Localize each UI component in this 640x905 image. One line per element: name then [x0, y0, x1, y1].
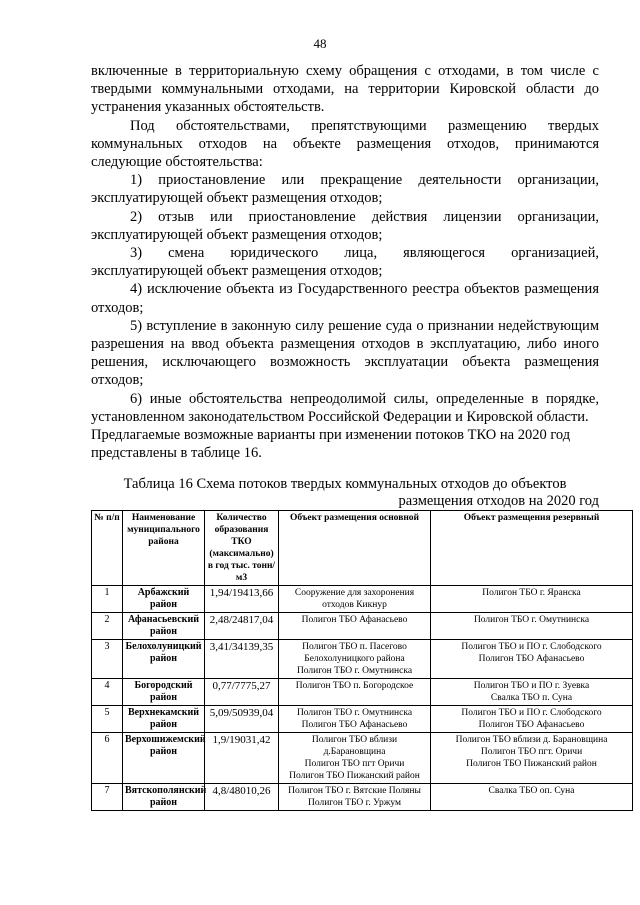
cell-reserve-site: [431, 640, 633, 679]
list-item: 2) отзыв или приостановление действия лицензии организации, эксплуатирующей объект размещения отходов;: [91, 208, 599, 243]
cell-district: Верхнекамский район: [123, 706, 205, 733]
header-amount: Количество образования ТКО (максимально) в год тыс. тонн/м3: [205, 511, 279, 586]
cell-amount: 4,8/48010,26: [205, 784, 279, 811]
cell-num: 6: [92, 733, 123, 784]
cell-num: 2: [92, 613, 123, 640]
site-line: Сооружение для захоронения отходов Кикнур: [294, 588, 415, 610]
list-item: 4) исключение объекта из Государственного реестра объектов размещения отходов;: [91, 281, 599, 316]
list-item: 1) приостановление или прекращение деятельности организации, эксплуатирующей объект размещения отходов;: [91, 172, 599, 207]
cell-num: 1: [92, 586, 123, 613]
cell-amount: 1,94/19413,66: [205, 586, 279, 613]
cell-main-site: [279, 613, 431, 640]
cell-district: Белохолуницкий район: [123, 640, 205, 679]
cell-reserve-site: [431, 613, 633, 640]
table-row: [92, 679, 633, 706]
site-line: Полигон ТБО Пижанский район: [289, 771, 420, 781]
cell-district: Вятскополянский район: [123, 784, 205, 811]
site-line: Полигон ТБО г. Вятские Поляны Полигон ТБО г. Уржум: [288, 786, 421, 808]
waste-flow-table: [91, 510, 633, 811]
table-row: [92, 586, 633, 613]
site-line: Полигон ТБО г. Омутнинска: [296, 666, 413, 676]
site-line: Полигон ТБО г. Омутнинска: [296, 708, 413, 718]
site-line: Полигон ТБО и ПО г. Слободского: [461, 708, 602, 718]
table-row: [92, 784, 633, 811]
cell-main-site: [279, 706, 431, 733]
cell-num: 3: [92, 640, 123, 679]
cell-amount: 1,9/19031,42: [205, 733, 279, 784]
cell-amount: 5,09/50939,04: [205, 706, 279, 733]
table-body: [92, 586, 633, 811]
cell-district: Афанасьевский район: [123, 613, 205, 640]
paragraph: Под обстоятельствами, препятствующими размещению твердых коммунальных отходов на объекте размещения отходов, принимаются следующие обстоятельства:: [91, 117, 599, 171]
cell-reserve-site: [431, 784, 633, 811]
caption-line: размещения отходов на 2020 год: [398, 492, 599, 509]
table-row: [92, 733, 633, 784]
cell-district: Богородский район: [123, 679, 205, 706]
page-number: 48: [313, 36, 327, 51]
cell-amount: 2,48/24817,04: [205, 613, 279, 640]
body-text: [91, 62, 599, 462]
site-line: Полигон ТБО Афанасьево: [478, 654, 585, 664]
cell-district: Арбажский район: [123, 586, 205, 613]
table-row: [92, 613, 633, 640]
header-num: № п/п: [92, 511, 123, 586]
list-item: 5) вступление в законную силу решение суда о признании недействующим разрешения на ввод объекта размещения отходов в эксплуатацию, либо иного решения, исключающего возможность эксплуатации объекта размещения отходов;: [91, 317, 599, 389]
site-line: Полигон ТБО вблизи д. Барановщина: [455, 735, 608, 745]
cell-num: 7: [92, 784, 123, 811]
site-line: Полигон ТБО п. Богородское: [295, 681, 414, 691]
site-line: Полигон ТБО вблизи д.Барановщина: [311, 735, 398, 757]
site-line: Полигон ТБО и ПО г. Слободского: [461, 642, 602, 652]
cell-main-site: [279, 640, 431, 679]
site-line: Полигон ТБО пгт. Оричи: [480, 747, 583, 757]
paragraph: включенные в территориальную схему обращения с отходами, в том числе с твердыми коммунальными отходами, на территории Кировской области до устранения указанных обстоятельств.: [91, 63, 599, 116]
site-line: Свалка ТБО оп. Суна: [488, 786, 575, 796]
cell-reserve-site: [431, 733, 633, 784]
cell-num: 5: [92, 706, 123, 733]
cell-num: 4: [92, 679, 123, 706]
header-district: Наименование муниципального района: [123, 511, 205, 586]
header-main-site: Объект размещения основной: [279, 511, 431, 586]
cell-main-site: [279, 586, 431, 613]
site-line: Полигон ТБО г. Омутнинска: [473, 615, 590, 625]
table-caption: [91, 476, 599, 509]
list-item: 6) иные обстоятельства непреодолимой силы, определенные в порядке, установленном законодательством Российской Федерации и Кировской области.: [91, 390, 599, 425]
site-line: Полигон ТБО пгт Оричи: [304, 759, 405, 769]
table-header-row: [92, 511, 633, 586]
site-line: Полигон ТБО Афанасьево: [301, 720, 408, 730]
header-reserve-site: Объект размещения резервный: [431, 511, 633, 586]
cell-main-site: [279, 733, 431, 784]
cell-amount: 3,41/34139,35: [205, 640, 279, 679]
cell-reserve-site: [431, 679, 633, 706]
site-line: Полигон ТБО п. Пасегово Белохолуницкого района: [302, 642, 407, 664]
site-line: Полигон ТБО Пижанский район: [466, 759, 597, 769]
site-line: Полигон ТБО и ПО г. Зуевка: [473, 681, 590, 691]
cell-amount: 0,77/7775,27: [205, 679, 279, 706]
site-line: Полигон ТБО г. Яранска: [482, 588, 581, 598]
paragraph: Предлагаемые возможные варианты при изменении потоков ТКО на 2020 год представлены в таблице 16.: [91, 427, 571, 462]
cell-main-site: [279, 784, 431, 811]
cell-reserve-site: [431, 586, 633, 613]
list-item: 3) смена юридического лица, являющегося организацией, эксплуатирующей объект размещения отходов;: [91, 245, 599, 280]
cell-main-site: [279, 679, 431, 706]
table-row: [92, 706, 633, 733]
site-line: Полигон ТБО Афанасьево: [301, 615, 408, 625]
site-line: Свалка ТБО п. Суна: [490, 693, 573, 703]
site-line: Полигон ТБО Афанасьево: [478, 720, 585, 730]
cell-district: Верхошижемский район: [123, 733, 205, 784]
caption-line: Таблица 16 Схема потоков твердых коммунальных отходов до объектов: [123, 476, 567, 492]
table-row: [92, 640, 633, 679]
cell-reserve-site: [431, 706, 633, 733]
